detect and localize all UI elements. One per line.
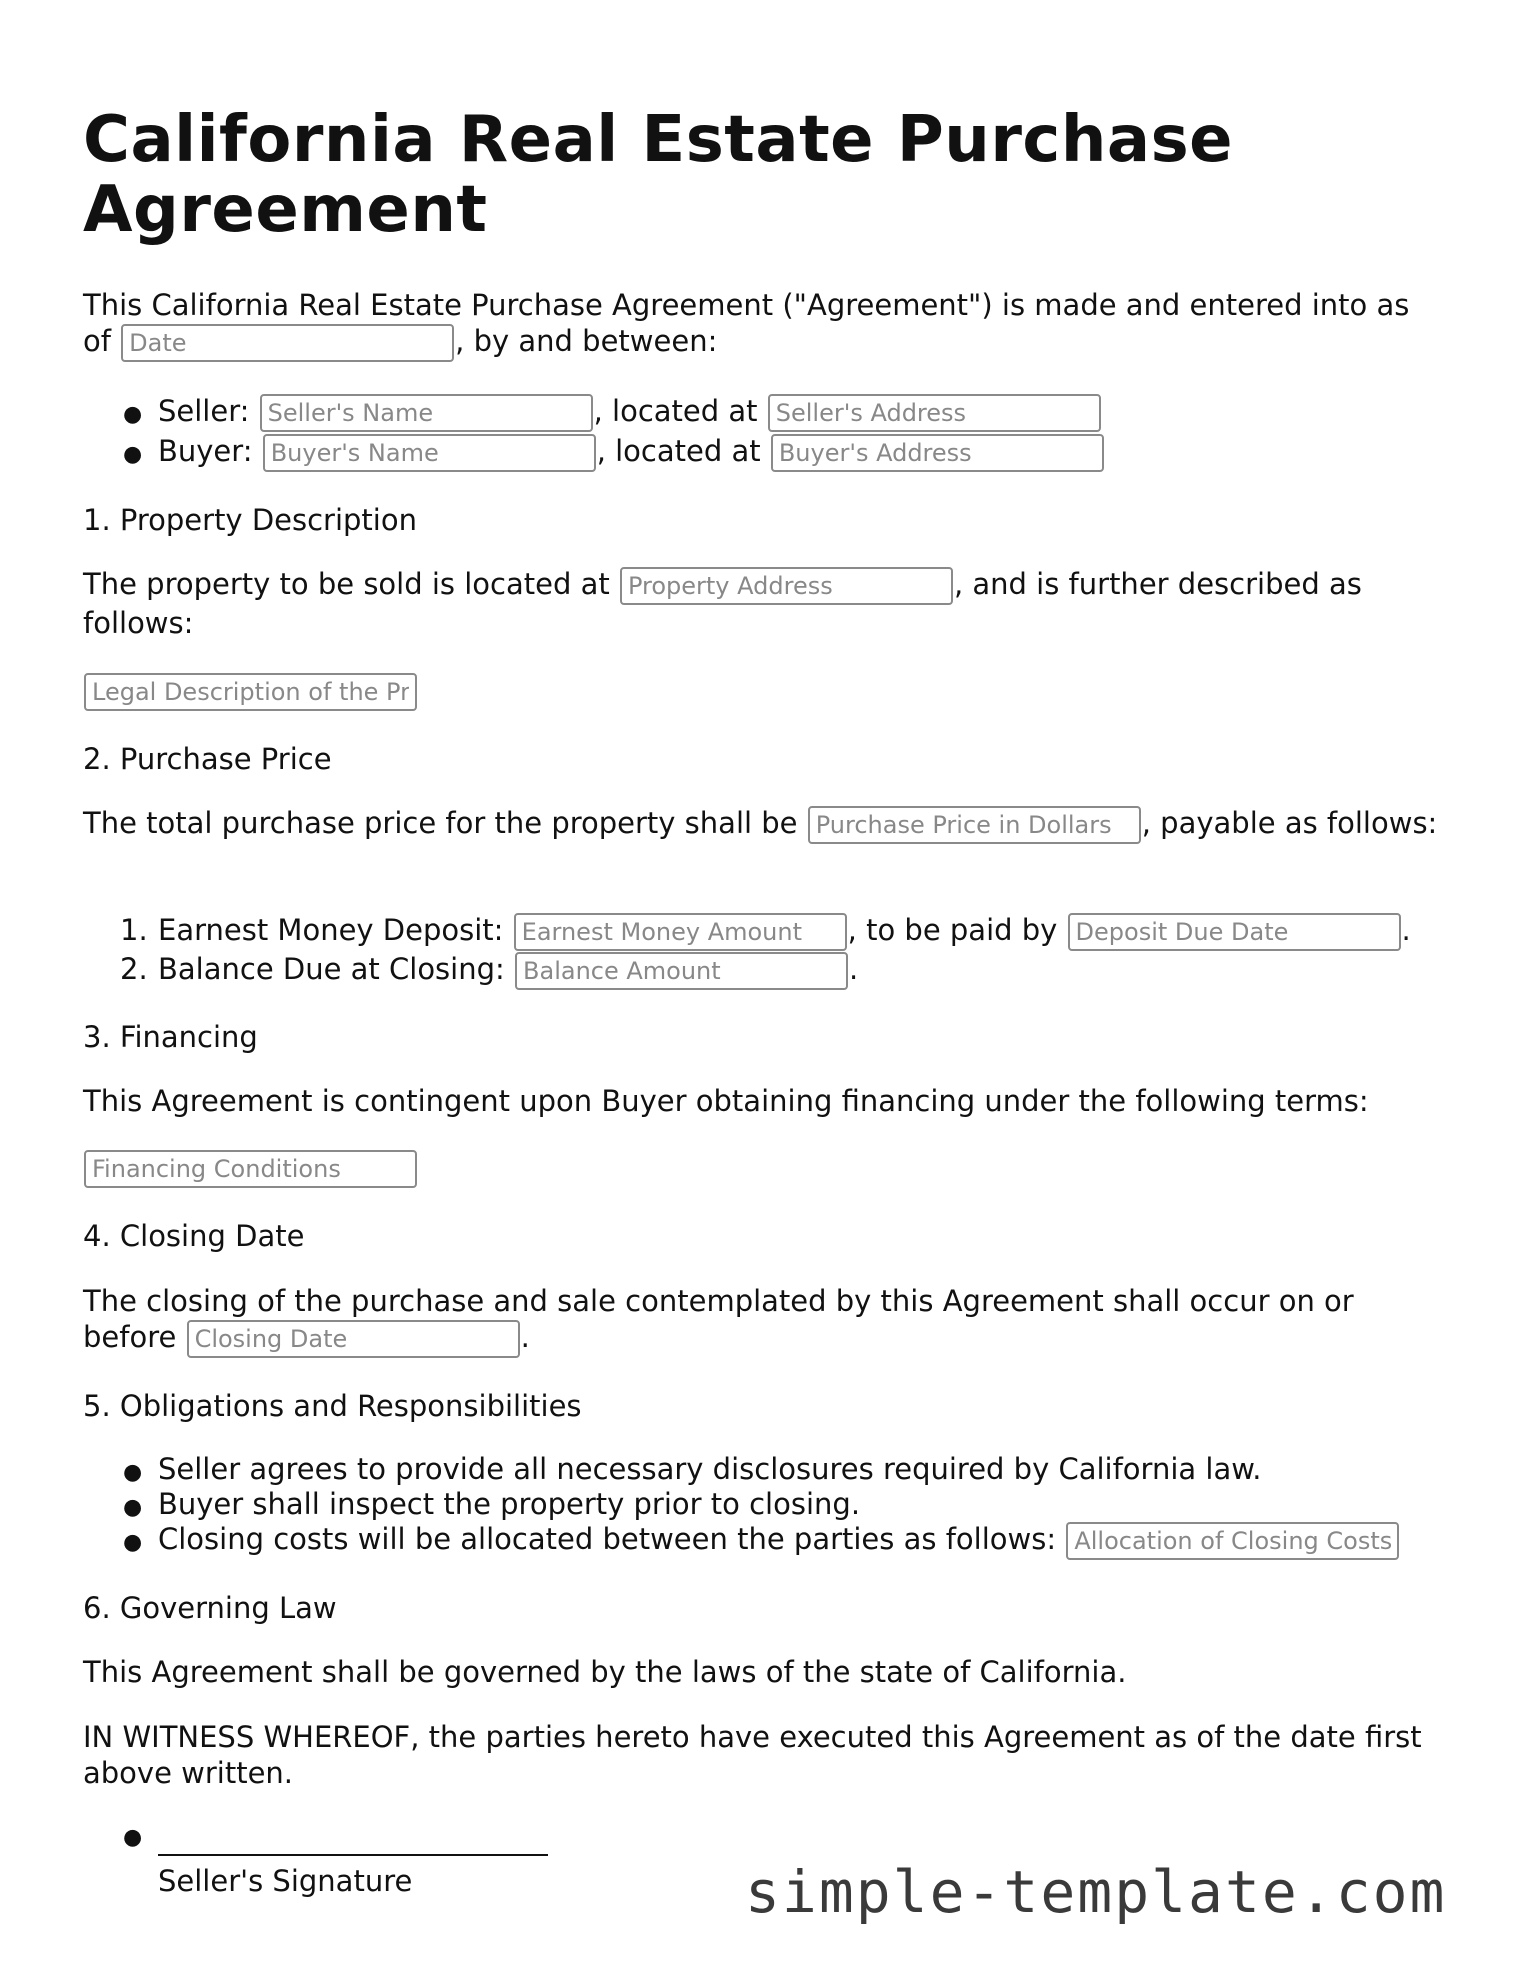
deposit-label: Earnest Money Deposit:: [158, 913, 504, 947]
page-title: California Real Estate Purchase Agreement: [83, 103, 1234, 247]
bullet-icon: ●: [123, 1825, 143, 1850]
seller-signature-line[interactable]: [158, 1852, 548, 1856]
financing-text: This Agreement is contingent upon Buyer obtaining financing under the following terms:: [83, 1084, 1369, 1118]
intro-text: This California Real Estate Purchase Agreement ("Agreement") is made and entered into as of: [83, 288, 1410, 358]
balance-label: Balance Due at Closing:: [158, 952, 505, 986]
closing-date-input[interactable]: [187, 1320, 520, 1358]
seller-signature-label: Seller's Signature: [158, 1864, 413, 1898]
section-heading-closing: 4. Closing Date: [83, 1219, 305, 1253]
legal-description-input[interactable]: [84, 673, 417, 711]
section-heading-obligations: 5. Obligations and Responsibilities: [83, 1389, 582, 1423]
balance-end-text: .: [849, 952, 859, 986]
agreement-date-input[interactable]: [121, 324, 454, 362]
price-text-after: , payable as follows:: [1141, 806, 1438, 840]
earnest-money-input[interactable]: [514, 913, 847, 951]
buyer-address-input[interactable]: [771, 434, 1104, 472]
obligation-text: Closing costs will be allocated between the parties as follows:: [158, 1522, 1057, 1556]
closing-text-after: .: [520, 1320, 530, 1354]
property-text: The property to be sold is located at: [83, 567, 610, 601]
price-paragraph: [83, 805, 1443, 844]
witness-text: IN WITNESS WHEREOF, the parties hereto have executed this Agreement as of the date first above written.: [83, 1720, 1422, 1790]
seller-name-input[interactable]: [260, 394, 593, 432]
closing-text: The closing of the purchase and sale contemplated by this Agreement shall occur on or before: [83, 1284, 1354, 1354]
bullet-icon: ●: [123, 1530, 143, 1555]
buyer-label: Buyer:: [158, 434, 253, 468]
bullet-icon: ●: [123, 1460, 143, 1485]
bullet-icon: ●: [123, 442, 143, 467]
watermark: simple-template.com: [745, 1858, 1447, 1926]
seller-label: Seller:: [158, 394, 250, 428]
item-number: 1.: [120, 913, 148, 947]
section-heading-law: 6. Governing Law: [83, 1591, 337, 1625]
property-address-input[interactable]: [620, 567, 953, 605]
section-heading-financing: 3. Financing: [83, 1020, 258, 1054]
section-heading-property: 1. Property Description: [83, 503, 417, 537]
seller-located-text: , located at: [593, 394, 758, 428]
obligation-text: Seller agrees to provide all necessary disclosures required by California law.: [158, 1452, 1262, 1486]
section-heading-price: 2. Purchase Price: [83, 742, 332, 776]
buyer-name-input[interactable]: [263, 434, 596, 472]
buyer-located-text: , located at: [596, 434, 761, 468]
intro-paragraph: [83, 287, 1443, 362]
financing-conditions-input[interactable]: [84, 1150, 417, 1188]
item-number: 2.: [120, 952, 148, 986]
bullet-icon: ●: [123, 402, 143, 427]
bullet-icon: ●: [123, 1495, 143, 1520]
seller-address-input[interactable]: [768, 394, 1101, 432]
property-paragraph: [83, 566, 1443, 641]
purchase-price-input[interactable]: [808, 806, 1141, 844]
property-text-after: , and is further described as follows:: [83, 567, 1362, 640]
balance-amount-input[interactable]: [515, 952, 848, 990]
intro-text-after: , by and between:: [455, 324, 718, 358]
deposit-mid-text: , to be paid by: [847, 913, 1058, 947]
obligation-text: Buyer shall inspect the property prior to closing.: [158, 1487, 861, 1521]
price-text: The total purchase price for the property shall be: [83, 806, 798, 840]
closing-paragraph: [83, 1283, 1443, 1358]
law-text: This Agreement shall be governed by the laws of the state of California.: [83, 1655, 1127, 1689]
deposit-due-date-input[interactable]: [1068, 913, 1401, 951]
deposit-end-text: .: [1401, 913, 1411, 947]
closing-costs-allocation-input[interactable]: [1066, 1522, 1399, 1560]
